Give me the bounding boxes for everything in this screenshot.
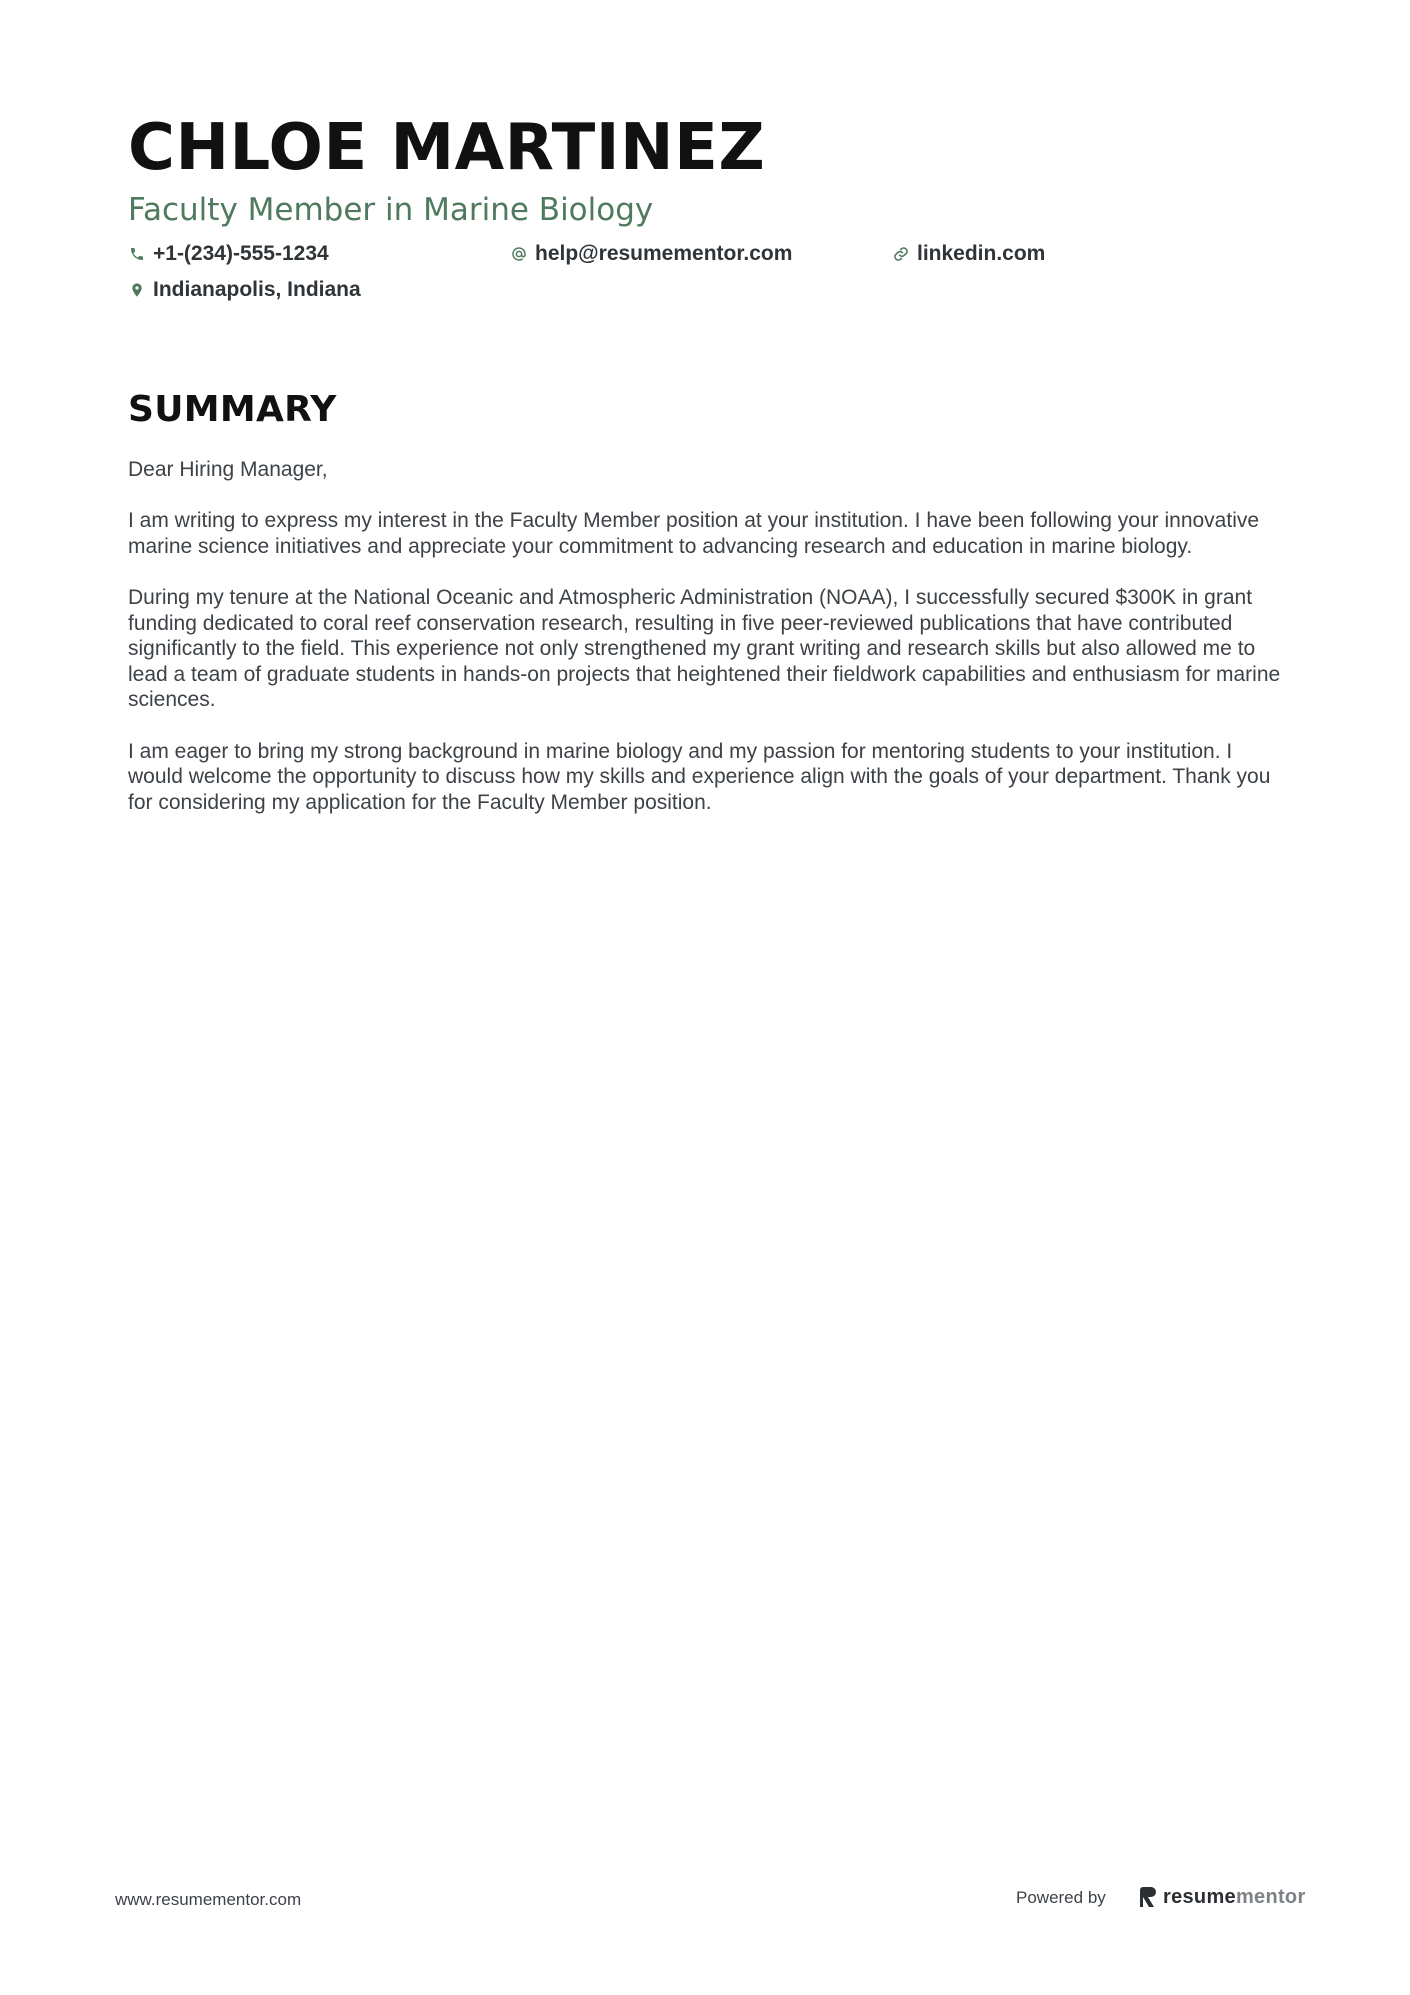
summary-body [128, 457, 1288, 841]
location-text: Indianapolis, Indiana [153, 278, 361, 301]
brand-mark-icon [1140, 1886, 1158, 1908]
summary-paragraph: During my tenure at the National Oceanic and Atmospheric Administration (NOAA), I successfully secured $300K in grant funding dedicated to coral reef conservation research, resulting in five peer-reviewed publications that have contributed significantly to the field. This experience not only strengthened my grant writing and research skills but also allowed me to lead a team of graduate students in hands-on projects that heightened their fieldwork capabilities and enthusiasm for marine sciences. [128, 585, 1281, 712]
link-icon [892, 245, 910, 263]
contact-link [892, 240, 1045, 268]
contact-location [128, 276, 361, 304]
brand-wordmark-part1: resume [1163, 1885, 1236, 1908]
summary-paragraph: Dear Hiring Manager, [128, 458, 328, 481]
location-pin-icon [128, 281, 146, 299]
candidate-name: CHLOE MARTINEZ [128, 111, 766, 185]
at-icon [510, 245, 528, 263]
phone-text: +1-(234)-555-1234 [153, 242, 329, 265]
powered-by-label: Powered by [1016, 1888, 1106, 1907]
brand-wordmark [1163, 1886, 1306, 1909]
email-text[interactable]: help@resumementor.com [535, 242, 793, 265]
brand-logo[interactable] [1140, 1884, 1306, 1910]
job-title: Faculty Member in Marine Biology [128, 192, 654, 228]
contact-email [510, 240, 792, 268]
footer-website-link[interactable]: www.resumementor.com [115, 1890, 302, 1909]
phone-icon [128, 245, 146, 263]
brand-wordmark-part2: mentor [1235, 1885, 1306, 1908]
summary-paragraph: I am writing to express my interest in the Faculty Member position at your institution. I have been following your innovative marine science initiatives and appreciate your commitment to advancing research and education in marine biology. [128, 509, 1260, 558]
summary-heading: SUMMARY [128, 389, 337, 430]
summary-paragraph: I am eager to bring my strong background in marine biology and my passion for mentoring students to your institution. I would welcome the opportunity to discuss how my skills and experience align with the goals of your department. Thank you for considering my application for the Faculty Member position. [128, 739, 1271, 814]
contact-phone [128, 240, 329, 268]
link-text[interactable]: linkedin.com [917, 242, 1046, 265]
